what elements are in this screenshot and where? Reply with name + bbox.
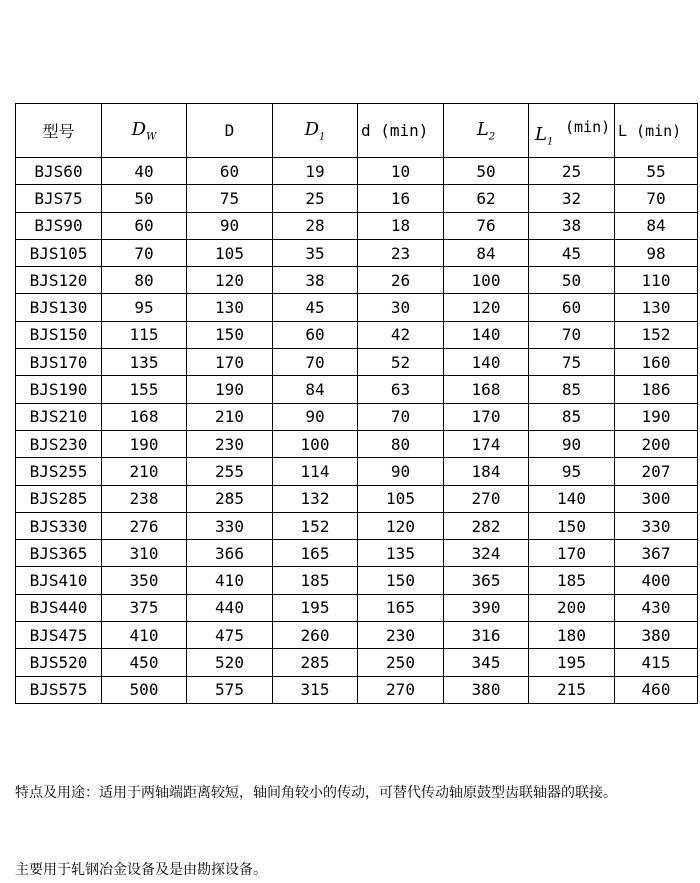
cell-d-min: 250 — [358, 649, 444, 676]
cell-dw: 80 — [102, 267, 187, 294]
header-dw-sub: W — [146, 131, 157, 143]
table-row — [16, 676, 698, 703]
header-model: 型号 — [16, 104, 102, 158]
cell-model: BJS75 — [16, 185, 102, 212]
cell-l1: 195 — [529, 649, 615, 676]
cell-l2: 170 — [444, 403, 529, 430]
cell-d: 190 — [187, 376, 273, 403]
header-l1-base: L — [535, 124, 547, 145]
cell-model: BJS130 — [16, 294, 102, 321]
cell-d1: 185 — [273, 567, 358, 594]
cell-model: BJS285 — [16, 485, 102, 512]
cell-l1: 85 — [529, 403, 615, 430]
cell-l-min: 70 — [615, 185, 698, 212]
header-dw-base: D — [131, 118, 147, 140]
cell-l2: 345 — [444, 649, 529, 676]
cell-d-min: 10 — [358, 158, 444, 185]
header-l2-base: L — [476, 118, 489, 140]
cell-d1: 260 — [273, 622, 358, 649]
cell-l2: 380 — [444, 676, 529, 703]
cell-model: BJS520 — [16, 649, 102, 676]
cell-d: 90 — [187, 212, 273, 239]
cell-d1: 38 — [273, 267, 358, 294]
table-header — [16, 104, 698, 158]
cell-d1: 45 — [273, 294, 358, 321]
cell-model: BJS150 — [16, 321, 102, 348]
cell-dw: 40 — [102, 158, 187, 185]
cell-model: BJS120 — [16, 267, 102, 294]
cell-d1: 285 — [273, 649, 358, 676]
cell-dw: 168 — [102, 403, 187, 430]
cell-dw: 190 — [102, 430, 187, 457]
header-dw — [102, 104, 187, 158]
cell-d-min: 90 — [358, 458, 444, 485]
cell-l1: 95 — [529, 458, 615, 485]
cell-d: 255 — [187, 458, 273, 485]
table-row — [16, 239, 698, 266]
cell-d1: 70 — [273, 349, 358, 376]
cell-d-min: 16 — [358, 185, 444, 212]
cell-d: 75 — [187, 185, 273, 212]
cell-l2: 365 — [444, 567, 529, 594]
header-l2-sub: 2 — [488, 131, 496, 143]
cell-d: 366 — [187, 540, 273, 567]
cell-d1: 25 — [273, 185, 358, 212]
header-l1 — [529, 104, 615, 158]
table-row — [16, 649, 698, 676]
cell-d-min: 120 — [358, 512, 444, 539]
table-row — [16, 540, 698, 567]
header-row — [16, 104, 698, 158]
cell-l1: 45 — [529, 239, 615, 266]
cell-model: BJS60 — [16, 158, 102, 185]
cell-d-min: 23 — [358, 239, 444, 266]
cell-l-min: 300 — [615, 485, 698, 512]
header-d-min: d (min) — [358, 104, 444, 158]
header-l1-sub: 1 — [546, 136, 554, 148]
cell-dw: 310 — [102, 540, 187, 567]
cell-l1: 200 — [529, 594, 615, 621]
cell-l-min: 200 — [615, 430, 698, 457]
cell-l-min: 207 — [615, 458, 698, 485]
cell-d: 130 — [187, 294, 273, 321]
cell-l1: 60 — [529, 294, 615, 321]
cell-d: 170 — [187, 349, 273, 376]
table-row — [16, 458, 698, 485]
table-row — [16, 185, 698, 212]
table-body — [16, 158, 698, 704]
cell-d-min: 105 — [358, 485, 444, 512]
cell-dw: 276 — [102, 512, 187, 539]
cell-d1: 60 — [273, 321, 358, 348]
cell-d: 520 — [187, 649, 273, 676]
header-l1-unit: (min) — [565, 118, 611, 136]
table-row — [16, 158, 698, 185]
cell-d1: 84 — [273, 376, 358, 403]
cell-d1: 28 — [273, 212, 358, 239]
cell-d-min: 30 — [358, 294, 444, 321]
cell-d-min: 42 — [358, 321, 444, 348]
cell-l1: 75 — [529, 349, 615, 376]
cell-l1: 140 — [529, 485, 615, 512]
cell-l2: 140 — [444, 349, 529, 376]
cell-dw: 210 — [102, 458, 187, 485]
cell-d: 230 — [187, 430, 273, 457]
cell-dw: 135 — [102, 349, 187, 376]
table-row — [16, 212, 698, 239]
table-row — [16, 622, 698, 649]
cell-l2: 282 — [444, 512, 529, 539]
cell-l-min: 430 — [615, 594, 698, 621]
cell-model: BJS210 — [16, 403, 102, 430]
cell-model: BJS330 — [16, 512, 102, 539]
cell-l1: 185 — [529, 567, 615, 594]
cell-dw: 450 — [102, 649, 187, 676]
table-row — [16, 567, 698, 594]
cell-d-min: 165 — [358, 594, 444, 621]
cell-model: BJS90 — [16, 212, 102, 239]
cell-l2: 324 — [444, 540, 529, 567]
cell-d1: 152 — [273, 512, 358, 539]
cell-l1: 70 — [529, 321, 615, 348]
cell-l2: 168 — [444, 376, 529, 403]
cell-l1: 90 — [529, 430, 615, 457]
cell-l1: 25 — [529, 158, 615, 185]
cell-model: BJS105 — [16, 239, 102, 266]
cell-l-min: 380 — [615, 622, 698, 649]
cell-d: 105 — [187, 239, 273, 266]
cell-l2: 50 — [444, 158, 529, 185]
cell-l1: 170 — [529, 540, 615, 567]
header-l-min: L (min) — [615, 104, 698, 158]
cell-d: 410 — [187, 567, 273, 594]
cell-d-min: 80 — [358, 430, 444, 457]
cell-l2: 184 — [444, 458, 529, 485]
cell-l-min: 460 — [615, 676, 698, 703]
cell-l2: 174 — [444, 430, 529, 457]
cell-l-min: 160 — [615, 349, 698, 376]
header-d: D — [187, 104, 273, 158]
features-note: 特点及用途：适用于两轴端距离较短，轴间角较小的传动，可替代传动轴原鼓型齿联轴器的联接。 — [15, 785, 617, 801]
cell-d: 60 — [187, 158, 273, 185]
table-row — [16, 321, 698, 348]
table-row — [16, 294, 698, 321]
table-row — [16, 403, 698, 430]
cell-l-min: 152 — [615, 321, 698, 348]
header-d1-sub: 1 — [319, 131, 326, 143]
cell-d: 210 — [187, 403, 273, 430]
cell-l-min: 330 — [615, 512, 698, 539]
cell-model: BJS255 — [16, 458, 102, 485]
cell-model: BJS440 — [16, 594, 102, 621]
cell-d1: 90 — [273, 403, 358, 430]
cell-l2: 316 — [444, 622, 529, 649]
cell-l-min: 186 — [615, 376, 698, 403]
cell-dw: 50 — [102, 185, 187, 212]
cell-dw: 155 — [102, 376, 187, 403]
cell-l-min: 400 — [615, 567, 698, 594]
cell-l-min: 110 — [615, 267, 698, 294]
cell-d: 330 — [187, 512, 273, 539]
cell-l1: 150 — [529, 512, 615, 539]
cell-d-min: 63 — [358, 376, 444, 403]
header-l2 — [444, 104, 529, 158]
cell-d-min: 26 — [358, 267, 444, 294]
cell-l1: 85 — [529, 376, 615, 403]
cell-d1: 165 — [273, 540, 358, 567]
cell-d1: 132 — [273, 485, 358, 512]
cell-l2: 270 — [444, 485, 529, 512]
cell-l1: 50 — [529, 267, 615, 294]
cell-l2: 120 — [444, 294, 529, 321]
cell-l2: 390 — [444, 594, 529, 621]
cell-l1: 180 — [529, 622, 615, 649]
cell-model: BJS410 — [16, 567, 102, 594]
cell-l2: 76 — [444, 212, 529, 239]
cell-d1: 19 — [273, 158, 358, 185]
cell-dw: 375 — [102, 594, 187, 621]
cell-model: BJS475 — [16, 622, 102, 649]
cell-d1: 315 — [273, 676, 358, 703]
table-row — [16, 349, 698, 376]
table-row — [16, 430, 698, 457]
cell-dw: 70 — [102, 239, 187, 266]
table-row — [16, 485, 698, 512]
cell-l2: 140 — [444, 321, 529, 348]
cell-d: 575 — [187, 676, 273, 703]
cell-dw: 60 — [102, 212, 187, 239]
cell-l-min: 130 — [615, 294, 698, 321]
cell-dw: 350 — [102, 567, 187, 594]
cell-d-min: 270 — [358, 676, 444, 703]
cell-dw: 238 — [102, 485, 187, 512]
cell-d-min: 230 — [358, 622, 444, 649]
cell-l-min: 415 — [615, 649, 698, 676]
table-row — [16, 376, 698, 403]
cell-d1: 100 — [273, 430, 358, 457]
cell-l-min: 55 — [615, 158, 698, 185]
cell-model: BJS575 — [16, 676, 102, 703]
cell-l1: 38 — [529, 212, 615, 239]
header-d1 — [273, 104, 358, 158]
cell-d-min: 52 — [358, 349, 444, 376]
cell-d-min: 70 — [358, 403, 444, 430]
header-d1-base: D — [304, 118, 320, 140]
cell-dw: 500 — [102, 676, 187, 703]
table-row — [16, 267, 698, 294]
cell-d1: 114 — [273, 458, 358, 485]
cell-l-min: 367 — [615, 540, 698, 567]
cell-model: BJS170 — [16, 349, 102, 376]
cell-d: 150 — [187, 321, 273, 348]
cell-l1: 32 — [529, 185, 615, 212]
cell-l-min: 84 — [615, 212, 698, 239]
cell-l2: 84 — [444, 239, 529, 266]
usage-note: 主要用于轧钢冶金设备及是由勘探设备。 — [15, 862, 267, 878]
table-row — [16, 512, 698, 539]
cell-model: BJS190 — [16, 376, 102, 403]
cell-d: 285 — [187, 485, 273, 512]
cell-model: BJS365 — [16, 540, 102, 567]
cell-l1: 215 — [529, 676, 615, 703]
cell-dw: 115 — [102, 321, 187, 348]
cell-l-min: 190 — [615, 403, 698, 430]
cell-l2: 100 — [444, 267, 529, 294]
cell-d1: 195 — [273, 594, 358, 621]
cell-d: 475 — [187, 622, 273, 649]
cell-l2: 62 — [444, 185, 529, 212]
cell-d-min: 135 — [358, 540, 444, 567]
table-row — [16, 594, 698, 621]
cell-d-min: 150 — [358, 567, 444, 594]
cell-d1: 35 — [273, 239, 358, 266]
cell-dw: 410 — [102, 622, 187, 649]
cell-d: 440 — [187, 594, 273, 621]
cell-model: BJS230 — [16, 430, 102, 457]
cell-l-min: 98 — [615, 239, 698, 266]
cell-d-min: 18 — [358, 212, 444, 239]
spec-table — [15, 103, 698, 704]
cell-dw: 95 — [102, 294, 187, 321]
cell-d: 120 — [187, 267, 273, 294]
